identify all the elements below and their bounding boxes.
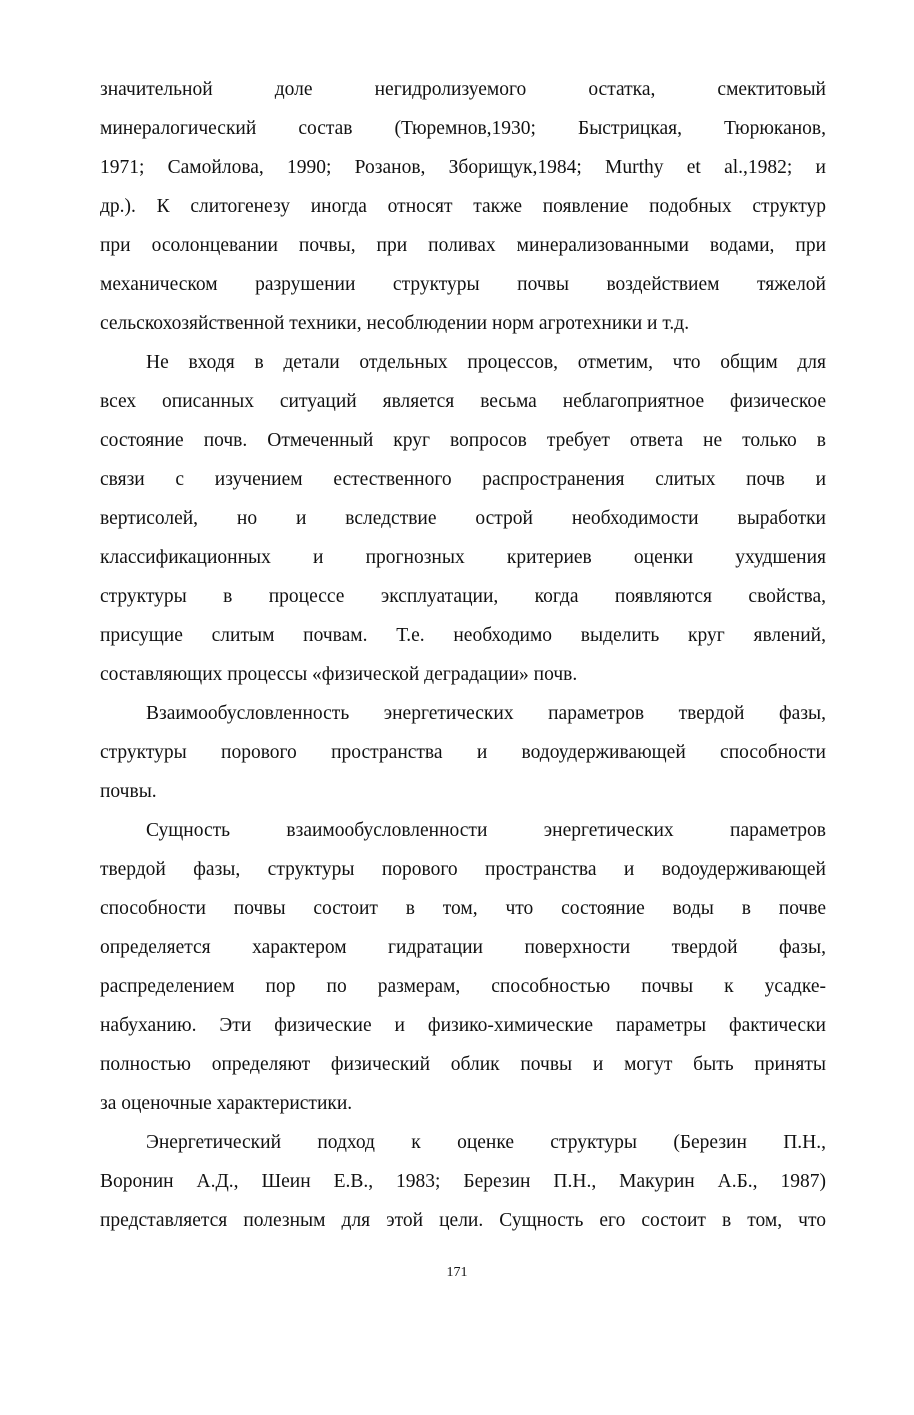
text-line: значительной доле негидролизуемого остатка, смектитовый — [100, 79, 826, 100]
text-line: структуры порового пространства и водоудерживающей способности — [100, 742, 826, 763]
text-line: при осолонцевании почвы, при поливах минерализованными водами, при — [100, 235, 826, 256]
text-line: составляющих процессы «физической деградации» почв. — [100, 664, 578, 685]
text-line: Не входя в детали отдельных процессов, отметим, что общим для — [146, 352, 826, 373]
text-line: Энергетический подход к оценке структуры (Березин П.Н., — [146, 1132, 826, 1153]
text-line: структуры в процессе эксплуатации, когда появляются свойства, — [100, 586, 826, 607]
text-line: состояние почв. Отмеченный круг вопросов требует ответа не только в — [100, 430, 826, 451]
text-line: Воронин А.Д., Шеин Е.В., 1983; Березин П.Н., Макурин А.Б., 1987) — [100, 1171, 826, 1192]
text-line: Сущность взаимообусловленности энергетических параметров — [146, 820, 826, 841]
text-line: представляется полезным для этой цели. Сущность его состоит в том, что — [100, 1210, 826, 1231]
text-line: распределением пор по размерам, способностью почвы к усадке- — [100, 976, 826, 997]
section-heading-paragraph — [100, 694, 826, 811]
text-line: механическом разрушении структуры почвы воздействием тяжелой — [100, 274, 826, 295]
page-number: 171 — [446, 1265, 468, 1280]
text-line: сельскохозяйственной техники, несоблюдении норм агротехники и т.д. — [100, 313, 690, 334]
paragraph-1 — [100, 70, 826, 343]
paragraph-5 — [100, 1123, 826, 1240]
text-line: всех описанных ситуаций является весьма неблагоприятное физическое — [100, 391, 826, 412]
page-body — [100, 70, 826, 1240]
text-line: связи с изучением естественного распространения слитых почв и — [100, 469, 826, 490]
text-line: классификационных и прогнозных критериев оценки ухудшения — [100, 547, 826, 568]
text-line: способности почвы состоит в том, что состояние воды в почве — [100, 898, 826, 919]
text-line: набуханию. Эти физические и физико-химические параметры фактически — [100, 1015, 826, 1036]
text-line: Взаимообусловленность энергетических параметров твердой фазы, — [146, 703, 826, 724]
text-line: твердой фазы, структуры порового пространства и водоудерживающей — [100, 859, 826, 880]
text-line: 1971; Самойлова, 1990; Розанов, Зборищук,1984; Murthy et al.,1982; и — [100, 157, 826, 178]
text-line: почвы. — [100, 781, 157, 802]
text-line: присущие слитым почвам. Т.е. необходимо выделить круг явлений, — [100, 625, 826, 646]
text-line: минералогический состав (Тюремнов,1930; Быстрицкая, Тюрюканов, — [100, 118, 826, 139]
text-line: вертисолей, но и вследствие острой необходимости выработки — [100, 508, 826, 529]
text-line: за оценочные характеристики. — [100, 1093, 353, 1114]
paragraph-2 — [100, 343, 826, 694]
paragraph-4 — [100, 811, 826, 1123]
text-line: определяется характером гидратации поверхности твердой фазы, — [100, 937, 826, 958]
text-line: др.). К слитогенезу иногда относят также появление подобных структур — [100, 196, 826, 217]
text-line: полностью определяют физический облик почвы и могут быть приняты — [100, 1054, 826, 1075]
